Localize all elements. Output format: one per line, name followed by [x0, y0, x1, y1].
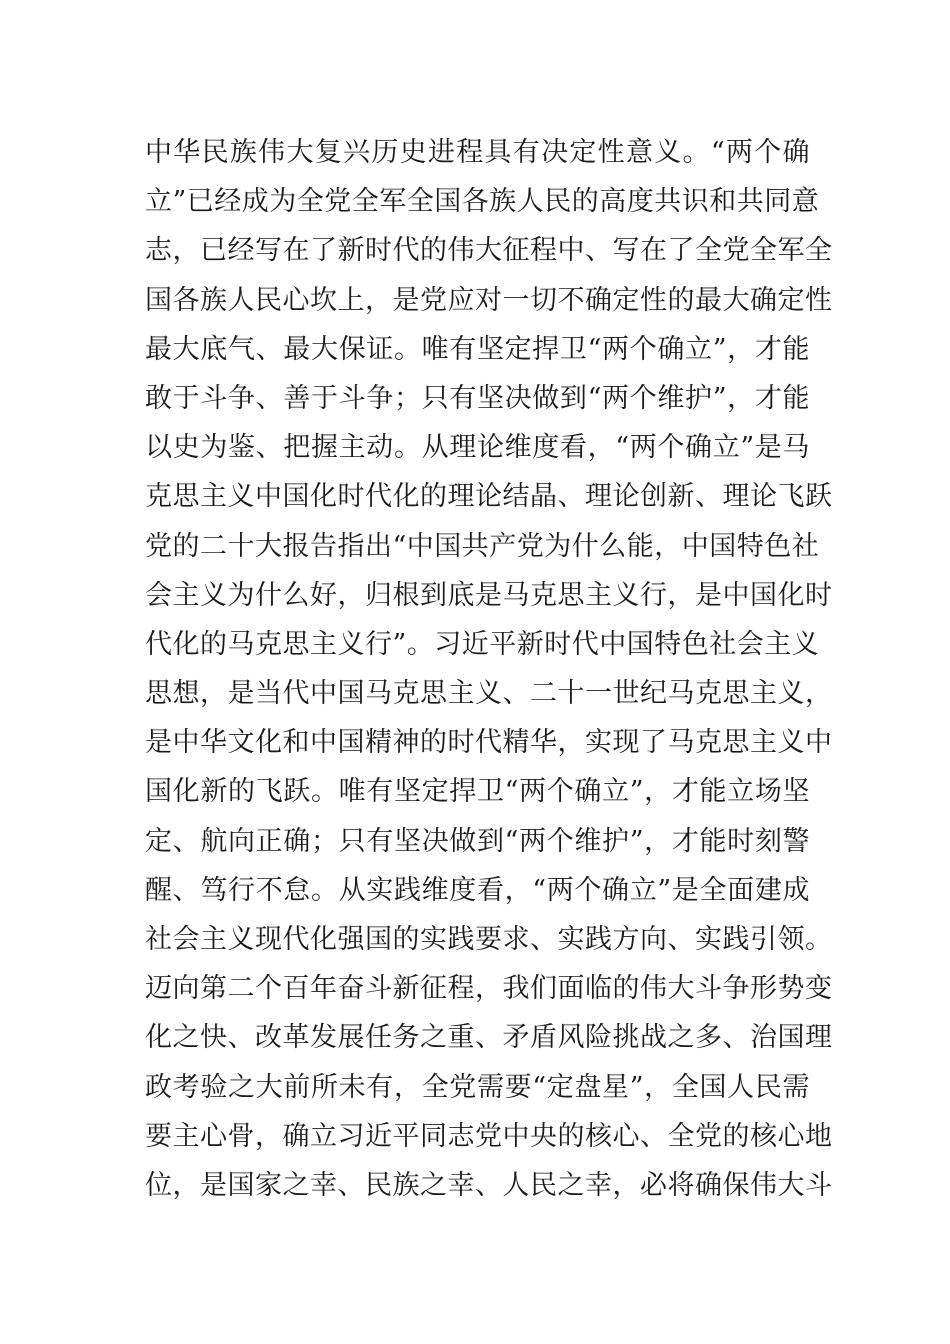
text-line-20: 政考验之大前所未有，全党需要“定盘星”，全国人民需	[145, 1071, 810, 1103]
text-line-13: 是中华文化和中国精神的时代精华，实现了马克思主义中	[145, 727, 833, 759]
text-line-22: 位，是国家之幸、民族之幸、人民之幸，必将确保伟大斗	[145, 1169, 833, 1201]
text-line-19: 化之快、改革发展任务之重、矛盾风险挑战之多、治国理	[145, 1022, 833, 1054]
body-text	[145, 128, 833, 1210]
text-line-12: 思想，是当代中国马克思主义、二十一世纪马克思主义，	[145, 678, 833, 710]
text-line-3: 志，已经写在了新时代的伟大征程中、写在了全党全军全	[145, 235, 833, 267]
text-line-8: 克思主义中国化时代化的理论结晶、理论创新、理论飞跃	[145, 481, 833, 513]
text-line-7: 以史为鉴、把握主动。从理论维度看，“两个确立”是马	[145, 432, 810, 464]
text-line-1: 中华民族伟大复兴历史进程具有决定性意义。“两个确	[145, 137, 810, 168]
text-line-4: 国各族人民心坎上，是党应对一切不确定性的最大确定性	[145, 284, 833, 316]
text-line-21: 要主心骨，确立习近平同志党中央的核心、全党的核心地	[145, 1120, 833, 1152]
text-line-17: 社会主义现代化强国的实践要求、实践方向、实践引领。	[145, 924, 833, 955]
text-line-10: 会主义为什么好，归根到底是马克思主义行，是中国化时	[145, 579, 833, 611]
text-line-18: 迈向第二个百年奋斗新征程，我们面临的伟大斗争形势变	[145, 973, 833, 1005]
text-line-15: 定、航向正确；只有坚决做到“两个维护”，才能时刻警	[145, 825, 810, 857]
text-line-5: 最大底气、最大保证。唯有坚定捍卫“两个确立”，才能	[145, 333, 810, 365]
text-line-6: 敢于斗争、善于斗争；只有坚决做到“两个维护”，才能	[145, 382, 810, 414]
text-line-14: 国化新的飞跃。唯有坚定捍卫“两个确立”，才能立场坚	[145, 776, 810, 808]
text-line-2: 立”已经成为全党全军全国各族人民的高度共识和共同意	[145, 186, 820, 218]
text-line-9: 党的二十大报告指出“中国共产党为什么能，中国特色社	[145, 530, 820, 562]
text-line-16: 醒、笃行不怠。从实践维度看，“两个确立”是全面建成	[145, 874, 810, 906]
text-line-11: 代化的马克思主义行”。习近平新时代中国特色社会主义	[145, 628, 820, 660]
